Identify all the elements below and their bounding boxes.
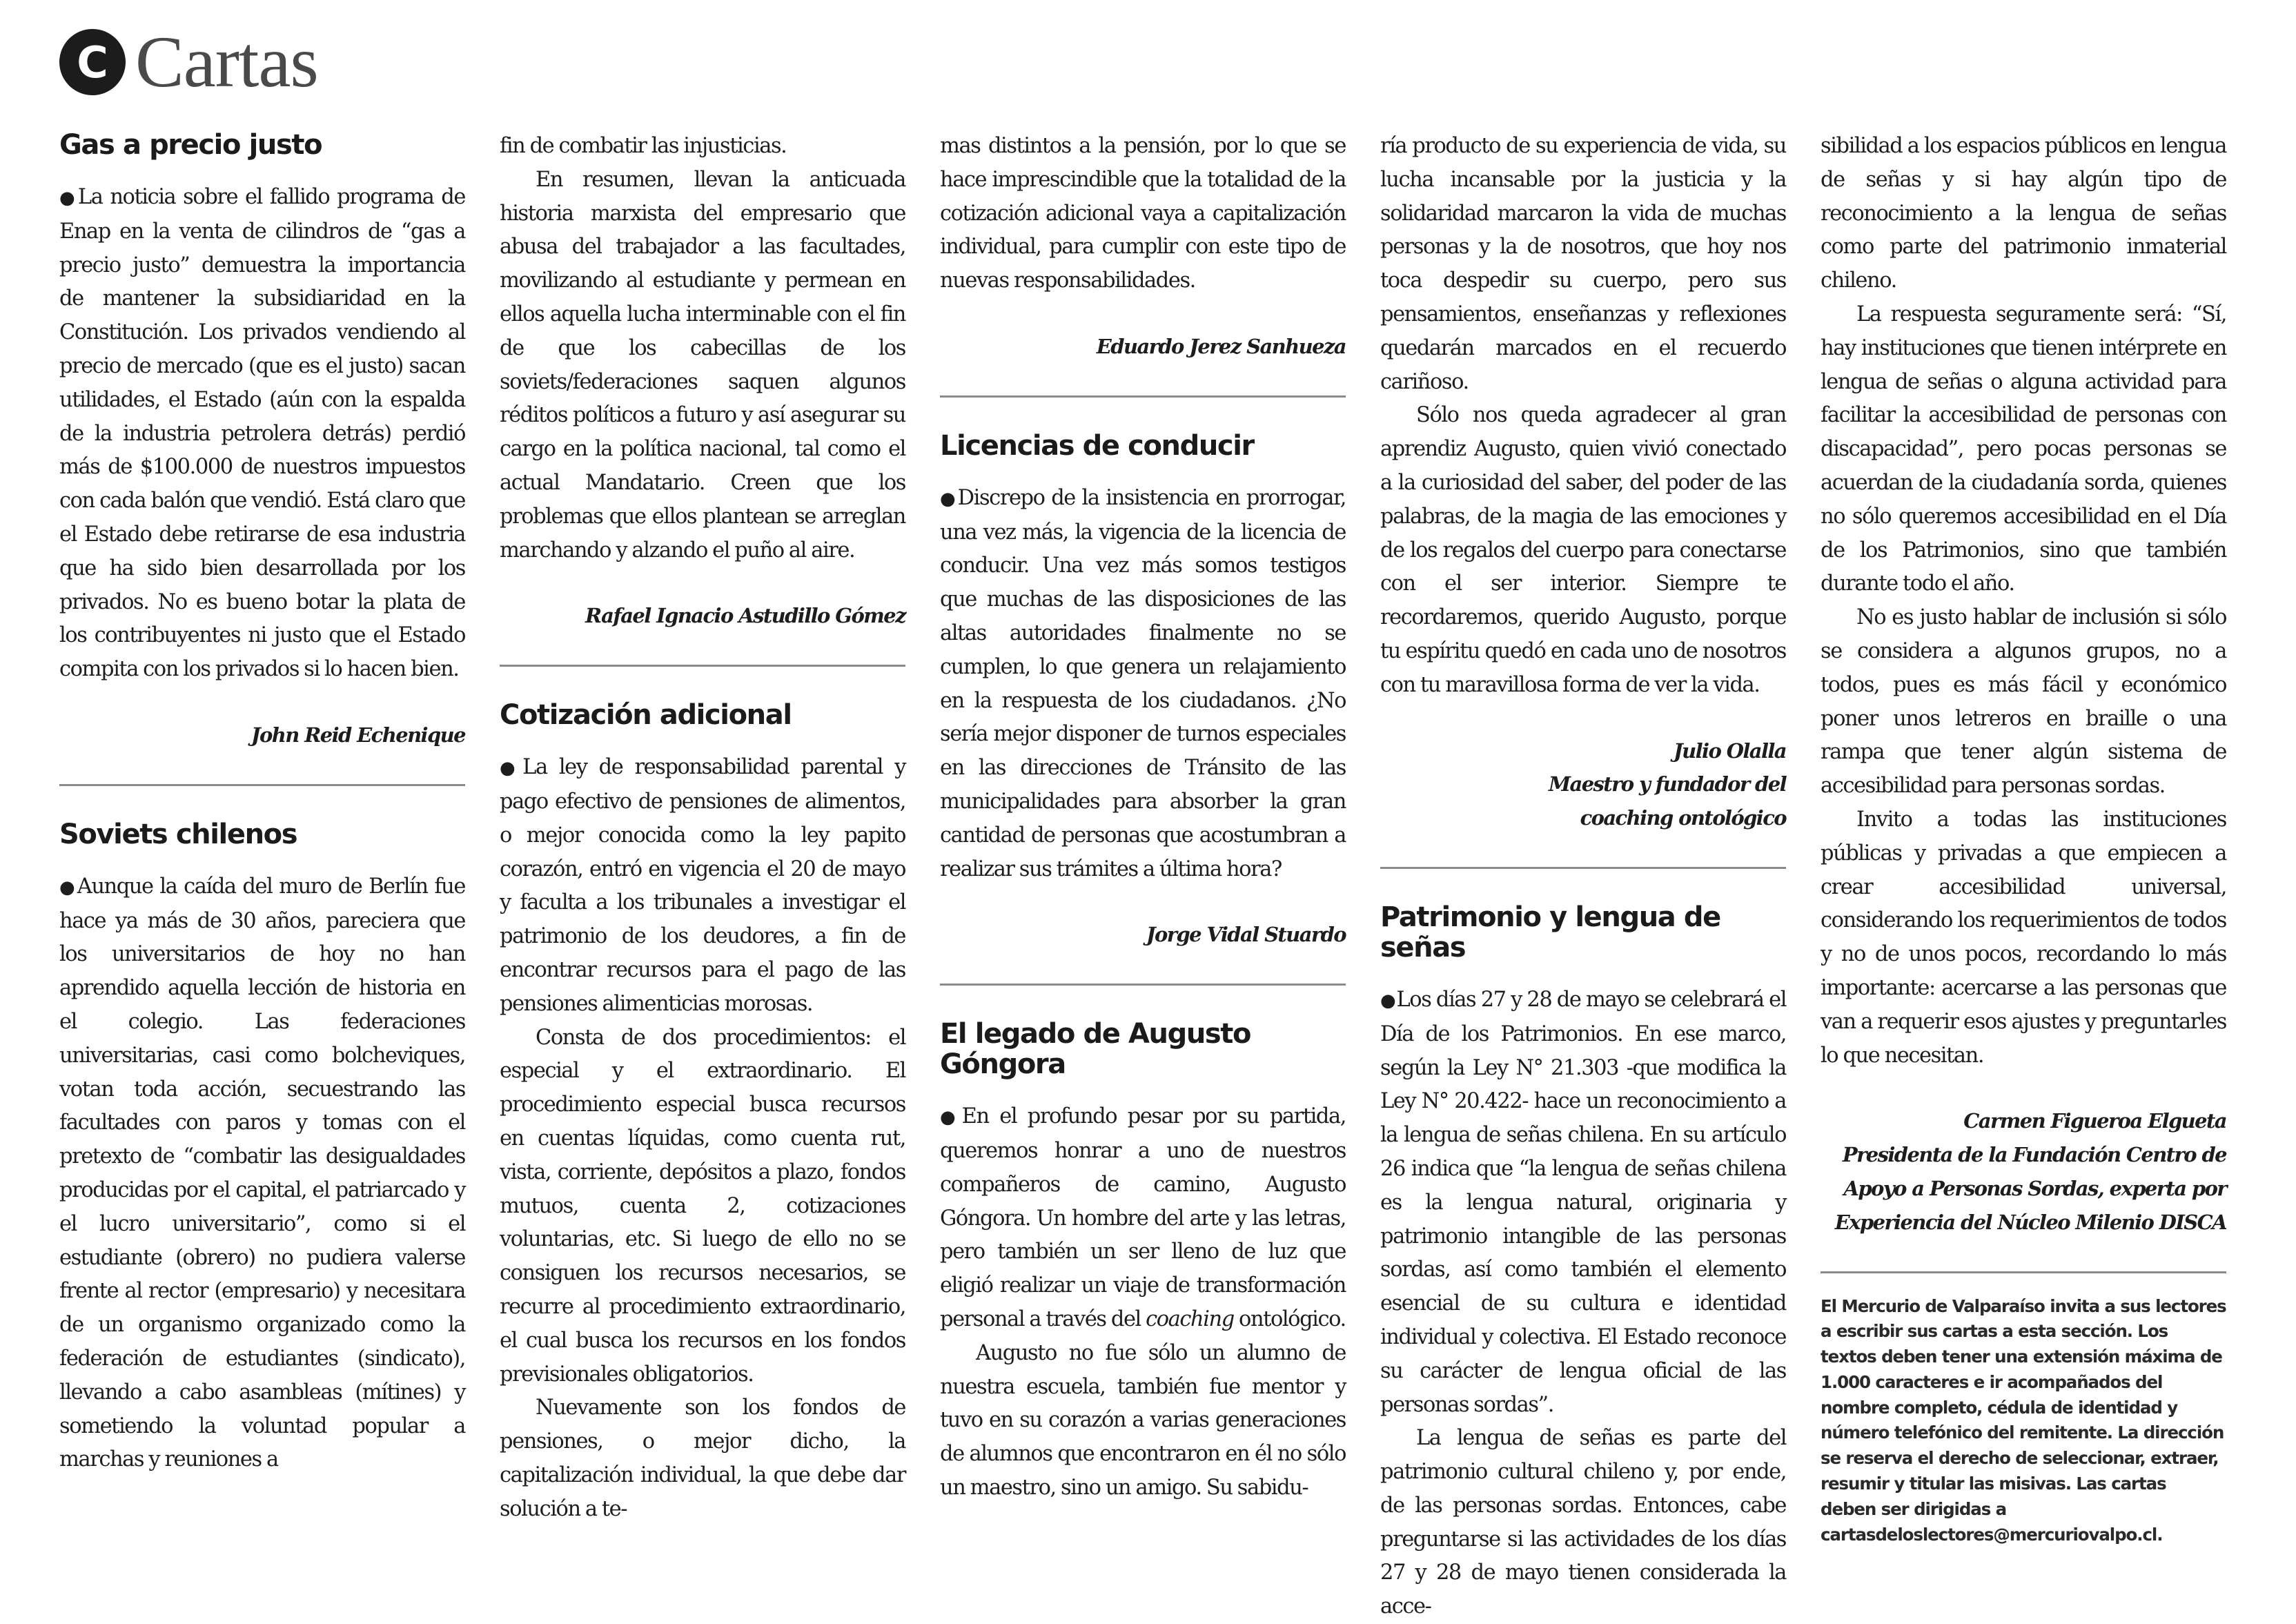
divider xyxy=(500,665,905,667)
column-2 xyxy=(500,130,905,1526)
letter-body: ●En el profundo pesar por su partida, queremos honrar a uno de nuestros compañeros de camino, Augusto Góngora. Un hombre del arte y las letras, pero también un ser lleno de luz que eligió realizar un viaje de transformación personal a través del coaching ontológico. xyxy=(940,1104,1346,1331)
letter-body: La respuesta seguramente será: “Sí, hay instituciones que tienen intérprete en lengua de señas o alguna actividad para facilitar la accesibilidad de personas con discapacidad”, pero pocas personas se acuerdan de la ciudadanía sorda, quienes no sólo queremos accesibilidad en el Día de los Patrimonios, sino que también durante todo el año. xyxy=(1821,302,2226,596)
letter-body: Sólo nos queda agradecer al gran aprendiz Augusto, quien vivió conectado a la curiosidad del saber, del poder de las palabras, de la magia de las emociones y de los regalos del cuerpo para conectarse con el ser interior. Siempre te recordaremos, querido Augusto, porque tu espíritu quedó en cada uno de nosotros con tu maravillosa forma de ver la vida. xyxy=(1380,403,1786,697)
divider xyxy=(940,984,1346,986)
letter-headline: Soviets chilenos xyxy=(59,818,297,850)
divider xyxy=(59,784,465,786)
bullet-icon: ● xyxy=(500,758,522,779)
letter-body: fin de combatir las injusticias. xyxy=(500,134,787,158)
bullet-icon: ● xyxy=(940,1107,961,1128)
letter-body: Consta de dos procedimientos: el especial y el extraordinario. El procedimiento especial busca recursos en cuentas líquidas, como cuenta rut, vista, corriente, depósitos a plazo, fondos mutuos, cuenta 2, cotizaciones voluntarias, etc. Si luego de ello no se consiguen los recursos necesarios, se recurre al procedimiento extraordinario, el cual busca los recursos en los fondos previsionales obligatorios. xyxy=(500,1025,905,1387)
divider xyxy=(940,395,1346,398)
section-title: Cartas xyxy=(135,21,318,102)
letter-headline: Patrimonio y lengua de señas xyxy=(1380,901,1720,963)
letter-body: En resumen, llevan la anticuada historia marxista del empresario que abusa del trabajador a las facultades, movilizando al estudiante y permean en ellos aquella lucha interminable con el fin de que los cabecillas de los soviets/federaciones saquen algunos réditos políticos a futuro y así asegurar su cargo en la política nacional, tal como el actual Mandatario. Creen que los problemas que ellos plantean se arreglan marchando y alzando el puño al aire. xyxy=(500,167,905,562)
letter-signature: Eduardo Jerez Sanhueza xyxy=(1096,334,1346,358)
bullet-icon: ● xyxy=(59,188,77,208)
letter-headline: Gas a precio justo xyxy=(59,129,322,161)
divider xyxy=(1380,867,1786,869)
letter-body: Invito a todas las instituciones públicas y privadas a que empiecen a crear accesibilidad universal, considerando los requerimientos de todos y no de unos pocos, recordando lo más importante: acercarse a las personas que van a requerir esos ajustes y preguntarles lo que necesitan. xyxy=(1821,807,2226,1068)
column-5 xyxy=(1821,130,2226,1547)
section-masthead xyxy=(59,23,318,101)
column-1 xyxy=(59,130,465,1477)
letter-body: ●Aunque la caída del muro de Berlín fue hace ya más de 30 años, pareciera que los universitarios de hoy no han aprendido aquella lección de historia en el colegio. Las federaciones universitarias, casi como bolcheviques, votan toda acción, secuestrando las facultades con paros y tomas con el pretexto de “combatir las desigualdades producidas por el capital, el patriarcado y el lucro universitario”, como si el estudiante (obrero) no pudiera valerse frente al rector (empresario) y necesitara de un organismo organizado como la federación de estudiantes (sindicato), llevando a cabo asambleas (mítines) y sometiendo la voluntad popular a marchas y reuniones a xyxy=(59,874,465,1472)
section-logo: C xyxy=(59,29,126,95)
letter-body: Nuevamente son los fondos de pensiones, o mejor dicho, la capitalización individual, la que debe dar solución a te- xyxy=(500,1396,905,1521)
bullet-icon: ● xyxy=(940,488,956,509)
letter-signature: John Reid Echenique xyxy=(251,723,465,747)
letter-signature: Jorge Vidal Stuardo xyxy=(1146,923,1346,947)
letter-body: ●La noticia sobre el fallido programa de Enap en la venta de cilindros de “gas a precio justo” demuestra la importancia de mantener la subsidiaridad en la Constitución. Los privados vendiendo al precio de mercado (que es el justo) sacan utilidades, el Estado (aún con la espalda de la industria petrolera detrás) perdió más de $100.000 de nuestros impuestos con cada balón que vendió. Está claro que el Estado debe retirarse de esa industria que ha sido bien desarrollada por los privados. No es bueno botar la plata de los contribuyentes ni justo que el Estado compita con los privados si lo hacen bien. xyxy=(59,185,465,682)
letter-body: ría producto de su experiencia de vida, su lucha incansable por la justicia y la solidaridad marcaron la vida de muchas personas y la de nosotros, que hoy nos toca despedir su cuerpo, pero sus pensamientos, enseñanzas y reflexiones quedarán marcados en el recuerdo cariñoso. xyxy=(1380,134,1786,394)
letter-body: Augusto no fue sólo un alumno de nuestra escuela, también fue mentor y tuvo en su corazón a varias generaciones de alumnos que encontraron en él no sólo un maestro, sino un amigo. Su sabidu- xyxy=(940,1340,1346,1500)
column-3 xyxy=(940,130,1346,1505)
letter-body: ●La ley de responsabilidad parental y pago efectivo de pensiones de alimentos, o mejor conocida como la ley papito corazón, entró en vigencia el 20 de mayo y faculta a los tribunales a investigar el patrimonio de los deudores, a fin de encontrar recursos para el pago de las pensiones alimenticias morosas. xyxy=(500,755,905,1016)
letter-body: ●Los días 27 y 28 de mayo se celebrará el Día de los Patrimonios. En ese marco, según la Ley N° 21.303 -que modifica la Ley N° 20.422- hace un reconocimiento a la lengua de señas chilena. En su artículo 26 indica que “la lengua de señas chilena es la lengua natural, originaria y patrimonio intangible de las personas sordas, así como también el elemento esencial de su cultura e identidad individual y colectiva. El Estado reconoce su carácter de lengua oficial de las personas sordas”. xyxy=(1380,987,1786,1417)
divider xyxy=(1821,1271,2226,1273)
letter-headline: Licencias de conducir xyxy=(940,429,1254,462)
letter-body: sibilidad a los espacios públicos en lengua de señas y si hay algún tipo de reconocimiento a la lengua de señas como parte del patrimonio inmaterial chileno. xyxy=(1821,134,2226,293)
letter-signature: Julio Olalla Maestro y fundador del coaching ontológico xyxy=(1549,738,1786,830)
letter-body: No es justo hablar de inclusión si sólo se considera a algunos grupos, no a todos, pues es más fácil y económico poner unos letreros en braille o una rampa que tener algún sistema de accesibilidad para personas sordas. xyxy=(1821,605,2226,799)
bullet-icon: ● xyxy=(1380,990,1395,1011)
submission-note: El Mercurio de Valparaíso invita a sus lectores a escribir sus cartas a esta sección. Los textos deben tener una extensión máxima de 1.000 caracteres e ir acompañados del nombre completo, cédula de identidad y número telefónico del remitente. La dirección se reserva el derecho de seleccionar, extraer, resumir y titular las misivas. Las cartas deben ser dirigidas a cartasdeloslectores@mercuriovalpo.cl. xyxy=(1821,1295,2226,1545)
letter-signature: Carmen Figueroa Elgueta Presidenta de la Fundación Centro de Apoyo a Personas Sordas, experta por Experiencia del Núcleo Milenio DISCA xyxy=(1834,1109,2226,1234)
letter-body: mas distintos a la pensión, por lo que se hace imprescindible que la totalidad de la cotización adicional vaya a capitalización individual, para cumplir con este tipo de nuevas responsabilidades. xyxy=(940,134,1346,293)
letter-headline: Cotización adicional xyxy=(500,699,792,732)
letter-body: La lengua de señas es parte del patrimonio cultural chileno y, por ende, de las personas sordas. Entonces, cabe preguntarse si las actividades de los días 27 y 28 de mayo tienen considerada la acce- xyxy=(1380,1426,1786,1619)
column-4 xyxy=(1380,130,1786,1624)
letter-signature: Rafael Ignacio Astudillo Gómez xyxy=(585,604,905,628)
letter-headline: El legado de Augusto Góngora xyxy=(940,1018,1251,1081)
letter-body: ●Discrepo de la insistencia en prorrogar, una vez más, la vigencia de la licencia de conducir. Una vez más somos testigos que muchas de las disposiciones de las altas autoridades finalmente no se cumplen, lo que genera un relajamiento en la respuesta de los ciudadanos. ¿No sería mejor disponer de turnos especiales en las direcciones de Tránsito de las municipalidades para absorber la gran cantidad de personas que acostumbran a realizar sus trámites a última hora? xyxy=(940,485,1346,881)
bullet-icon: ● xyxy=(59,877,76,898)
